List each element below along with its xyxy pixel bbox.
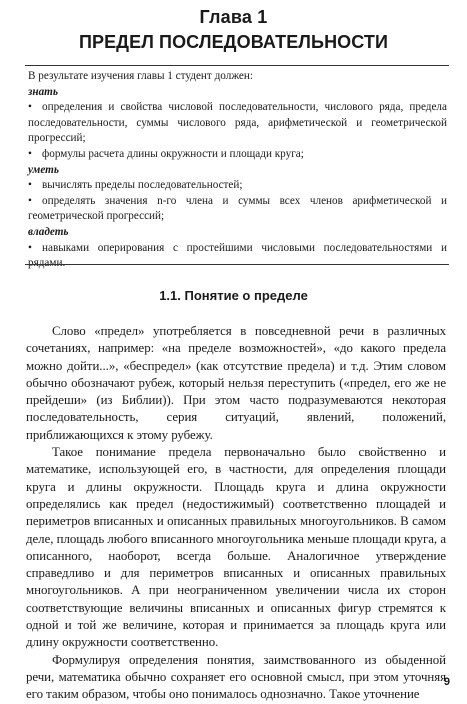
chapter-title: ПРЕДЕЛ ПОСЛЕДОВАТЕЛЬНОСТИ xyxy=(78,32,389,52)
able-label: уметь xyxy=(28,163,59,176)
know-label: знать xyxy=(28,85,58,98)
paragraph: Слово «предел» употребляется в повседневной речи в различных сочетаниях, например: «на пределе возможностей», «до какого предела можно дойти...», «беспредел» (как отсутствие предела) и т.д. Этим словом обычно обозначают рубеж, который нельзя переступить («предел, его же не прейдеши» (из Библии)). При этом часто подразумеваются некоторая последовательность, серия ситуаций, явлений, положений, приближающихся к этому рубежу. xyxy=(26,324,446,442)
paragraph: Такое понимание предела первоначально было свойственно и математике, использующей его, в частности, для определения площади круга и длины окружности. Площадь круга и длина окружности определялись как предел (недостижимый) соответственно площадей и периметров вписанных и описанных правильных многоугольников. В самом деле, площадь любого вписанного многоугольника меньше площади круга, а описанного, наоборот, всегда больше. Аналогичное утверждение справедливо и для периметров вписанных и описанных правильных многоугольников. А при неограниченном увеличении числа их сторон соответствующие величины вписанных и описанных фигур стремятся к одной и той же величине, которая и принимается за площадь круга или длину окружности соответственно. xyxy=(26,445,446,650)
goals-top-rule xyxy=(25,65,449,66)
bullet-icon: • xyxy=(28,179,32,192)
able-item-text: определять значения n-го члена и суммы всех членов арифметической и геометрической прогрессий; xyxy=(28,194,447,223)
page-number: 9 xyxy=(443,676,450,688)
bullet-icon: • xyxy=(28,147,32,160)
know-item xyxy=(28,100,447,147)
master-label: владеть xyxy=(28,225,69,238)
body-text xyxy=(26,323,446,704)
know-item-text: определения и свойства числовой последовательности, числового ряда, предела последовательности, суммы числового ряда, арифметической и геометрической прогрессий; xyxy=(28,101,447,145)
master-item-text: навыками оперирования с простейшими числовыми последовательностями и рядами. xyxy=(28,241,447,270)
chapter-number: Глава 1 xyxy=(199,7,268,27)
know-item xyxy=(28,147,447,163)
able-item-text: вычислять пределы последовательностей; xyxy=(42,179,243,192)
goals-bottom-rule xyxy=(25,264,449,265)
learning-goals-box xyxy=(28,69,447,272)
bullet-icon: • xyxy=(28,101,32,114)
able-item xyxy=(28,194,447,225)
bullet-icon: • xyxy=(28,241,32,254)
paragraph: Формулируя определения понятия, заимствованного из обыденной речи, математика обычно сохраняет его основной смысл, при этом уточняя его таким образом, чтобы оно понималось однозначно. Такое уточнение xyxy=(26,652,446,702)
know-item-text: формулы расчета длины окружности и площади круга; xyxy=(42,147,304,160)
master-item xyxy=(28,241,447,272)
goals-intro: В результате изучения главы 1 студент должен: xyxy=(28,70,253,82)
bullet-icon: • xyxy=(28,194,32,207)
section-title: 1.1. Понятие о пределе xyxy=(159,288,308,303)
able-item xyxy=(28,178,447,194)
